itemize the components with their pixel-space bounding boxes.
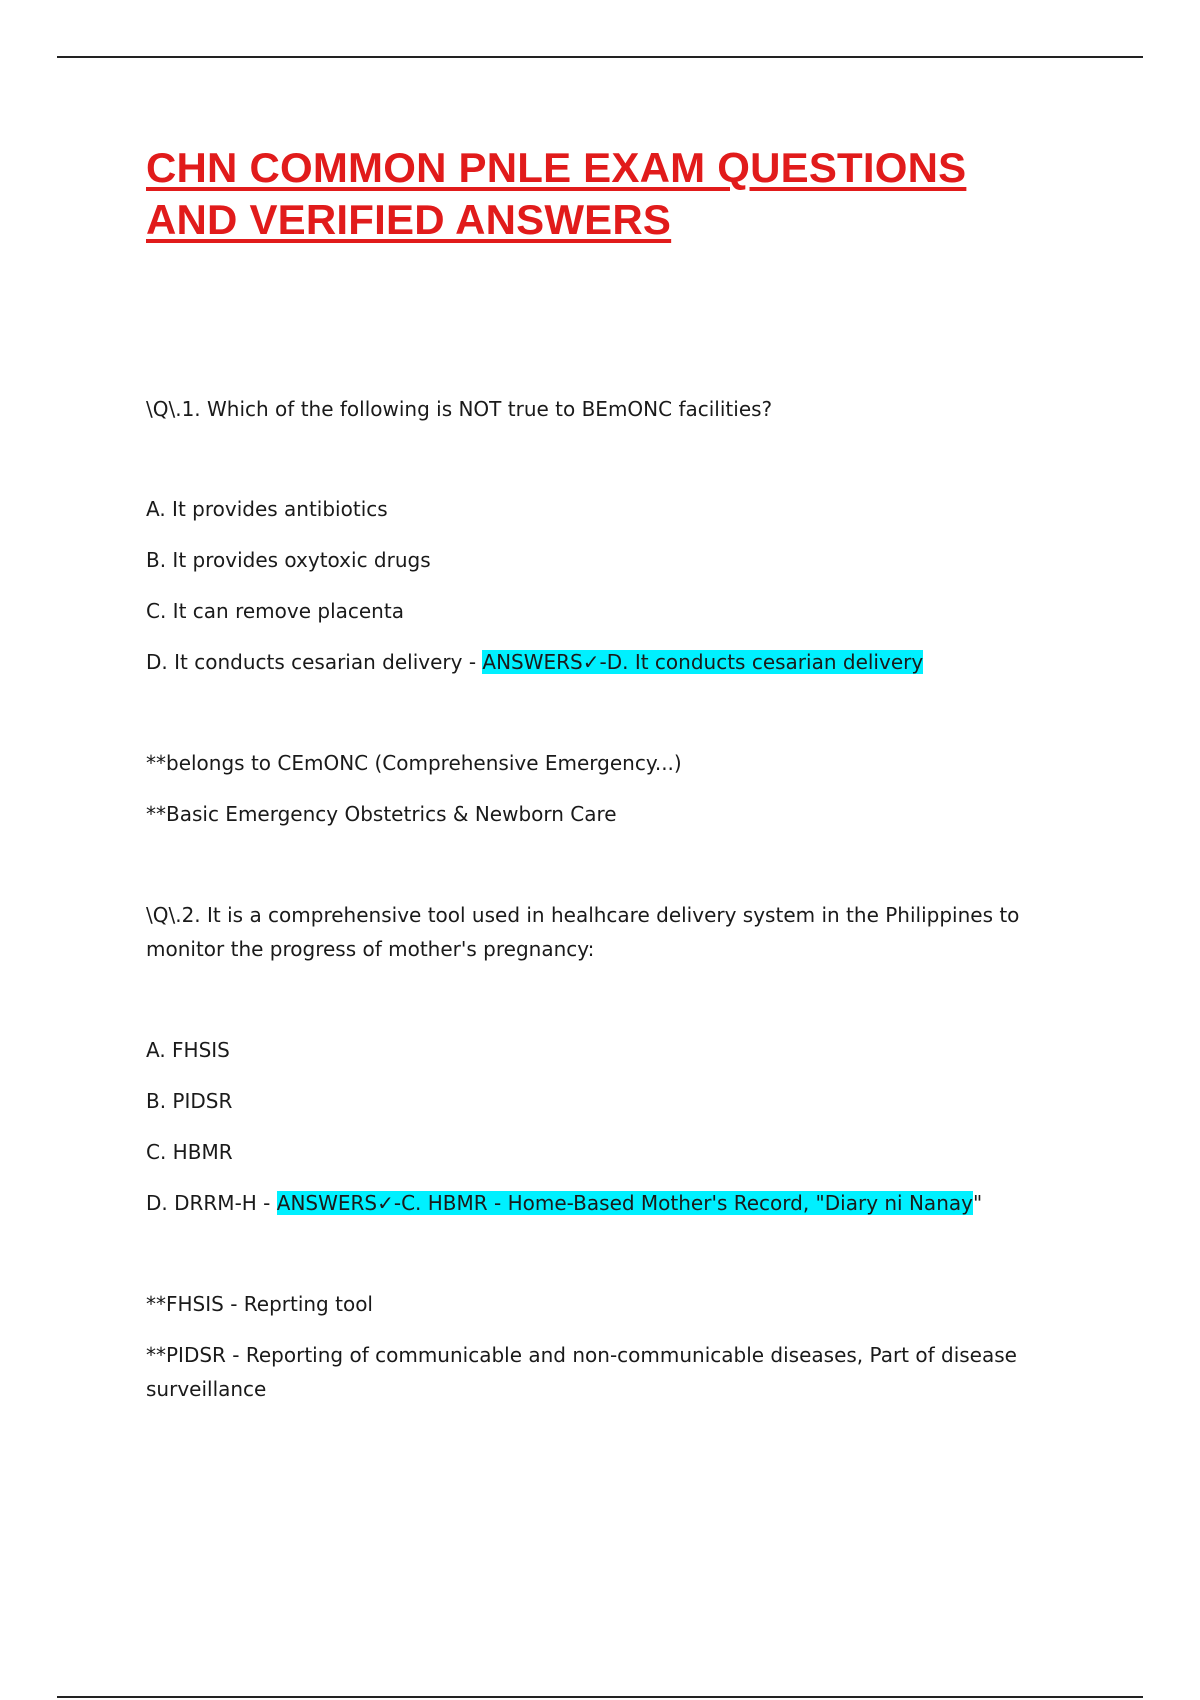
question-2-note-2: **PIDSR - Reporting of communicable and non-communicable diseases, Part of disease surveillance bbox=[146, 1343, 1017, 1401]
question-1-option-d bbox=[146, 645, 1096, 679]
title-line-1: CHN COMMON PNLE EXAM QUESTIONS bbox=[146, 144, 967, 191]
question-2-answer-trailing: " bbox=[972, 1191, 983, 1215]
footer-rule bbox=[57, 1696, 1143, 1698]
question-2-option-d-text: D. DRRM-H - bbox=[146, 1191, 277, 1215]
document-title bbox=[146, 142, 1096, 246]
question-2-option-b: B. PIDSR bbox=[146, 1089, 233, 1113]
question-2-option-d bbox=[146, 1186, 1096, 1220]
question-1-option-d-text: D. It conducts cesarian delivery - bbox=[146, 650, 483, 674]
question-2-option-c: C. HBMR bbox=[146, 1140, 233, 1164]
question-1-option-a: A. It provides antibiotics bbox=[146, 497, 388, 521]
title-line-2: AND VERIFIED ANSWERS bbox=[146, 196, 672, 243]
document-body bbox=[146, 142, 1096, 1406]
question-2-note-1: **FHSIS - Reprting tool bbox=[146, 1292, 373, 1316]
question-1-option-b: B. It provides oxytoxic drugs bbox=[146, 548, 431, 572]
question-1-stem: \Q\.1. Which of the following is NOT true to BEmONC facilities? bbox=[146, 397, 773, 421]
question-1-answer-highlight: ANSWERS✓-D. It conducts cesarian delivery bbox=[482, 650, 924, 674]
header-rule bbox=[57, 56, 1143, 58]
question-2-answer-highlight: ANSWERS✓-C. HBMR - Home-Based Mother's Record, "Diary ni Nanay bbox=[276, 1191, 973, 1215]
question-1-note-1: **belongs to CEmONC (Comprehensive Emergency...) bbox=[146, 751, 682, 775]
question-1-option-c: C. It can remove placenta bbox=[146, 599, 404, 623]
question-2-stem: \Q\.2. It is a comprehensive tool used in healhcare delivery system in the Philippines to monitor the progress of mother's pregnancy: bbox=[146, 903, 1020, 961]
question-1-note-2: **Basic Emergency Obstetrics & Newborn Care bbox=[146, 802, 617, 826]
question-2-option-a: A. FHSIS bbox=[146, 1038, 230, 1062]
